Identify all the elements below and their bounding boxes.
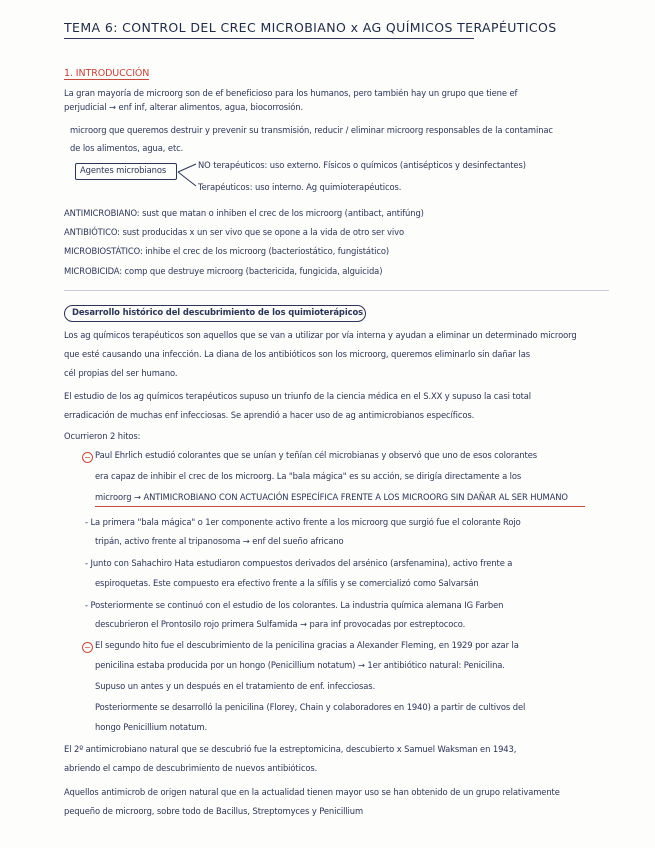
text-line: Los ag químicos terapéuticos son aquellos que se van a utilizar por vía interna y ayudan a eliminar un determinado microorg: [64, 330, 577, 340]
text-line: Terapéuticos: uso interno. Ag quimioterapéuticos.: [198, 182, 402, 192]
agentes-label: Agentes microbianos: [80, 165, 167, 175]
text-line: erradicación de muchas enf infecciosas. Se aprendió a hacer uso de ag antimicrobianos específicos.: [64, 410, 475, 420]
text-line: Posteriormente se desarrolló la penicilina (Florey, Chain y colaboradores en 1940) a partir de cultivos del: [95, 702, 526, 712]
text-line: era capaz de inhibir el crec de los microorg. La "bala mágica" es su acción, se dirigía directamente a los: [95, 471, 522, 481]
brace-arrow-icon: [176, 160, 200, 190]
red-underline: [95, 506, 585, 507]
text-line: - Posteriormente se continuó con el estudio de los colorantes. La industria química alemana IG Farben: [85, 600, 504, 610]
text-line: Ocurrieron 2 hitos:: [64, 431, 141, 441]
title-underline: [64, 38, 474, 39]
definition-microbicida: MICROBICIDA: comp que destruye microorg (bactericida, fungicida, alguicida): [64, 266, 383, 276]
text-line: perjudicial → enf inf, alterar alimentos, agua, biocorrosión.: [64, 102, 304, 112]
text-line: El segundo hito fue el descubrimiento de la penicilina gracias a Alexander Fleming, en 1929 por azar la: [95, 640, 519, 650]
text-line: tripán, activo frente al tripanosoma → enf del sueño africano: [95, 536, 344, 546]
text-line: NO terapéuticos: uso externo. Físicos o químicos (antisépticos y desinfectantes): [198, 160, 526, 170]
text-line: Supuso un antes y un después en el tratamiento de enf. infecciosas.: [95, 681, 376, 691]
text-line: pequeño de microorg, sobre todo de Bacillus, Streptomyces y Penicillium: [64, 806, 364, 816]
text-line: La gran mayoría de microorg son de ef beneficioso para los humanos, pero también hay un grupo que tiene ef: [64, 88, 518, 98]
page-title: TEMA 6: CONTROL DEL CREC MICROBIANO x AG QUÍMICOS TERAPÉUTICOS: [64, 20, 557, 35]
text-line: El 2º antimicrobiano natural que se descubrió fue la estreptomicina, descubierto x Samuel Waksman en 1943,: [64, 744, 517, 754]
text-line: - La primera "bala mágica" o 1er componente activo frente a los microorg que surgió fue el colorante Rojo: [85, 517, 521, 527]
text-line: de los alimentos, agua, etc.: [70, 143, 184, 153]
text-line: cél propias del ser humano.: [64, 368, 178, 378]
text-line: - Junto con Sahachiro Hata estudiaron compuestos derivados del arsénico (arsfenamina), activo frente a: [85, 558, 513, 568]
section-heading-historia: Desarrollo histórico del descubrimiento de los quimioterápicos: [72, 307, 363, 317]
text-line: El estudio de los ag químicos terapéuticos supuso un triunfo de la ciencia médica en el S.XX y supuso la casi total: [64, 391, 532, 401]
divider: [64, 290, 609, 291]
text-line: microorg que queremos destruir y prevenir su transmisión, reducir / eliminar microorg responsables de la contaminac: [70, 125, 553, 135]
text-line: Paul Ehrlich estudió colorantes que se unían y teñían cél microbianas y observó que uno de esos colorantes: [95, 450, 538, 460]
definition-antimicrobiano: ANTIMICROBIANO: sust que matan o inhiben el crec de los microorg (antibact, antifúng): [64, 208, 424, 218]
definition-antibiotico: ANTIBIÓTICO: sust producidas x un ser vivo que se opone a la vida de otro ser vivo: [64, 227, 404, 237]
text-line: Aquellos antimicrob de origen natural que en la actualidad tienen mayor uso se han obtenido de un grupo relativamente: [64, 787, 560, 797]
minus-bullet-icon: −: [82, 642, 93, 653]
text-line: penicilina estaba producida por un hongo (Penicillium notatum) → 1er antibiótico natural: Penicilina.: [95, 660, 505, 670]
definition-microbiostatico: MICROBIOSTÁTICO: inhibe el crec de los microorg (bacteriostático, fungistático): [64, 246, 390, 256]
text-line: abriendo el campo de descubrimiento de nuevos antibióticos.: [64, 763, 318, 773]
text-line: descubrieron el Prontosilo rojo primera Sulfamida → para inf provocadas por estreptococo.: [95, 619, 466, 629]
text-line: hongo Penicillium notatum.: [95, 722, 208, 732]
text-line: espiroquetas. Este compuesto era efectivo frente a la sífilis y se comercializó como Salvarsán: [95, 578, 479, 588]
section-heading-intro: 1. INTRODUCCIÓN: [64, 68, 150, 79]
text-line: que esté causando una infección. La diana de los antibióticos son los microorg, queremos eliminarlo sin dañar las: [64, 349, 530, 359]
minus-bullet-icon: −: [82, 452, 93, 463]
text-line: microorg → ANTIMICROBIANO CON ACTUACIÓN ESPECÍFICA FRENTE A LOS MICROORG SIN DAÑAR AL SER HUMANO: [95, 492, 568, 502]
